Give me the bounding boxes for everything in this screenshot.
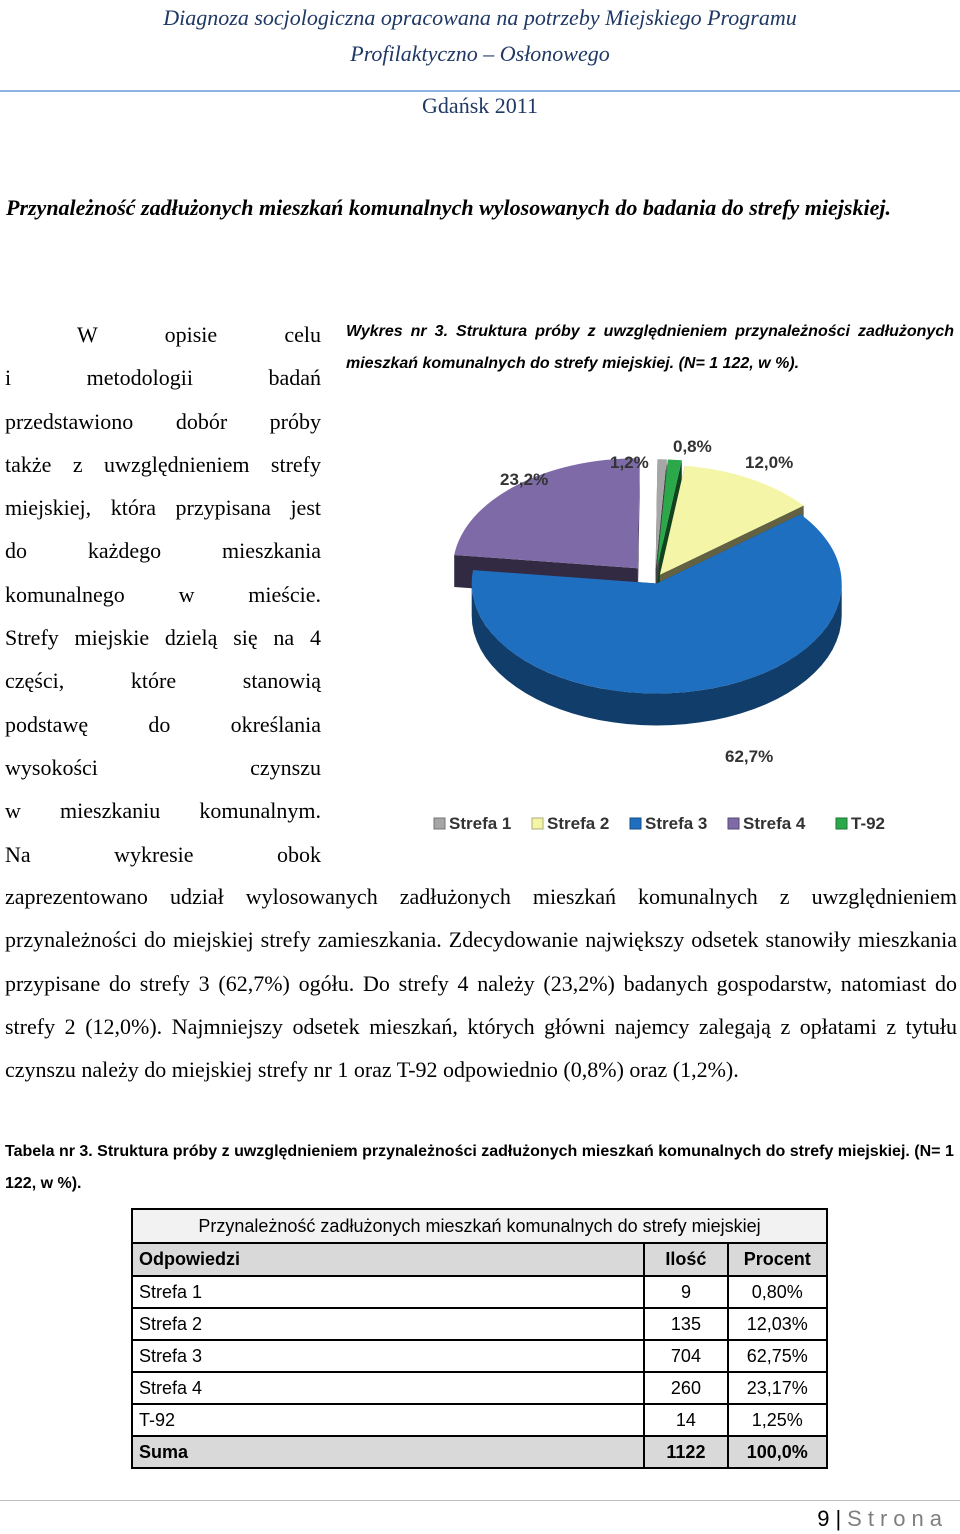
data-label: 23,2% bbox=[500, 470, 549, 489]
pie-chart bbox=[420, 430, 940, 850]
header-city-year: Gdańsk 2011 bbox=[422, 93, 538, 118]
legend-item bbox=[836, 814, 885, 833]
page-footer bbox=[817, 1506, 948, 1532]
legend-item bbox=[630, 814, 707, 833]
legend-swatch bbox=[532, 818, 543, 829]
left-line: także z uwzględnieniem strefy bbox=[5, 451, 321, 477]
left-column-paragraph bbox=[5, 313, 321, 876]
left-line: W opisie celu bbox=[77, 322, 321, 347]
data-label: 12,0% bbox=[745, 453, 794, 472]
table-cell: Strefa 3 bbox=[132, 1340, 644, 1372]
table-title: Przynależność zadłużonych mieszkań komunalnych do strefy miejskiej bbox=[132, 1209, 827, 1243]
column-header: Ilość bbox=[644, 1243, 727, 1276]
header-title-line-2: Profilaktyczno – Osłonowego bbox=[350, 41, 610, 66]
legend-item bbox=[434, 814, 511, 833]
footer-separator: | bbox=[835, 1506, 842, 1531]
table-row bbox=[132, 1340, 827, 1372]
data-label: 62,7% bbox=[725, 747, 774, 766]
table-total-row bbox=[132, 1436, 827, 1468]
table-cell: 135 bbox=[644, 1308, 727, 1340]
table-cell: T-92 bbox=[132, 1404, 644, 1436]
table-cell: 100,0% bbox=[728, 1436, 827, 1468]
table-row bbox=[132, 1308, 827, 1340]
table-cell: 14 bbox=[644, 1404, 727, 1436]
legend-label: Strefa 2 bbox=[547, 814, 610, 833]
table-cell: 12,03% bbox=[728, 1308, 827, 1340]
legend-item bbox=[532, 814, 609, 833]
table-row bbox=[132, 1372, 827, 1404]
table-cell: Strefa 2 bbox=[132, 1308, 644, 1340]
table-cell: Suma bbox=[132, 1436, 644, 1468]
left-line: w mieszkaniu komunalnym. bbox=[5, 798, 321, 824]
table-cell: 260 bbox=[644, 1372, 727, 1404]
header-title-line-1: Diagnoza socjologiczna opracowana na potrzeby Miejskiego Programu bbox=[163, 5, 797, 30]
column-header: Odpowiedzi bbox=[132, 1243, 644, 1276]
left-line: przedstawiono dobór próby bbox=[5, 408, 321, 434]
document-header bbox=[0, 0, 960, 72]
legend-label: Strefa 4 bbox=[743, 814, 806, 833]
table-cell: 704 bbox=[644, 1340, 727, 1372]
body-paragraph: zaprezentowano udział wylosowanych zadłużonych mieszkań komunalnych z uwzględnieniem przynależności do miejskiej strefy zamieszkania. Zdecydowanie największy odsetek stanowiły mieszkania przypisane do strefy 3 (62,7%) ogółu. Do strefy 4 należy (23,2%) badanych gospodarstw, natomiast do strefy 2 (12,0%). Najmniejszy odsetek mieszkań, których główni najemcy zalegają z opłatami z tytułu czynszu należy do miejskiej strefy nr 1 oraz T-92 odpowiednio (0,8%) oraz (1,2%). bbox=[5, 884, 957, 1083]
left-line: Na wykresie obok bbox=[5, 841, 321, 867]
left-line: miejskiej, która przypisana jest bbox=[5, 495, 321, 521]
legend-label: T-92 bbox=[851, 814, 886, 833]
legend-swatch bbox=[836, 818, 847, 829]
table-cell: 1122 bbox=[644, 1436, 727, 1468]
legend-label: Strefa 1 bbox=[449, 814, 512, 833]
zone-table bbox=[131, 1208, 828, 1469]
table-cell: Strefa 4 bbox=[132, 1372, 644, 1404]
left-line: Strefy miejskie dzielą się na 4 bbox=[5, 625, 321, 651]
table-cell: 23,17% bbox=[728, 1372, 827, 1404]
data-label: 0,8% bbox=[673, 437, 712, 456]
table-cell: 9 bbox=[644, 1276, 727, 1308]
chart-caption: Wykres nr 3. Struktura próby z uwzględnieniem przynależności zadłużonych mieszkań komunalnych do strefy miejskiej. (N= 1 122, w %). bbox=[346, 323, 954, 372]
left-line: części, które stanowią bbox=[5, 668, 321, 694]
column-header: Procent bbox=[728, 1243, 827, 1276]
legend-item bbox=[728, 814, 806, 833]
legend-label: Strefa 3 bbox=[645, 814, 708, 833]
table-cell: 1,25% bbox=[728, 1404, 827, 1436]
data-label: 1,2% bbox=[610, 453, 649, 472]
legend-swatch bbox=[630, 818, 641, 829]
table-caption: Tabela nr 3. Struktura próby z uwzględnieniem przynależności zadłużonych mieszkań komunalnych do strefy miejskiej. (N= 1 122, w %). bbox=[5, 1143, 954, 1192]
footer-rule bbox=[0, 1500, 960, 1501]
table-cell: Strefa 1 bbox=[132, 1276, 644, 1308]
table-row bbox=[132, 1276, 827, 1308]
footer-word: Strona bbox=[847, 1506, 948, 1531]
table-row bbox=[132, 1404, 827, 1436]
legend-swatch bbox=[434, 818, 445, 829]
table-cell: 0,80% bbox=[728, 1276, 827, 1308]
left-line: wysokości czynszu bbox=[5, 754, 321, 780]
left-line: komunalnego w mieście. bbox=[5, 581, 321, 607]
left-line: podstawę do określania bbox=[5, 711, 321, 737]
table-cell: 62,75% bbox=[728, 1340, 827, 1372]
header-rule bbox=[0, 90, 960, 92]
left-line: do każdego mieszkania bbox=[5, 538, 321, 564]
left-line: i metodologii badań bbox=[5, 365, 321, 391]
page-number: 9 bbox=[817, 1506, 830, 1531]
section-heading: Przynależność zadłużonych mieszkań komunalnych wylosowanych do badania do strefy miejskiej. bbox=[6, 195, 891, 220]
legend-swatch bbox=[728, 818, 739, 829]
table-header-row bbox=[132, 1243, 827, 1276]
